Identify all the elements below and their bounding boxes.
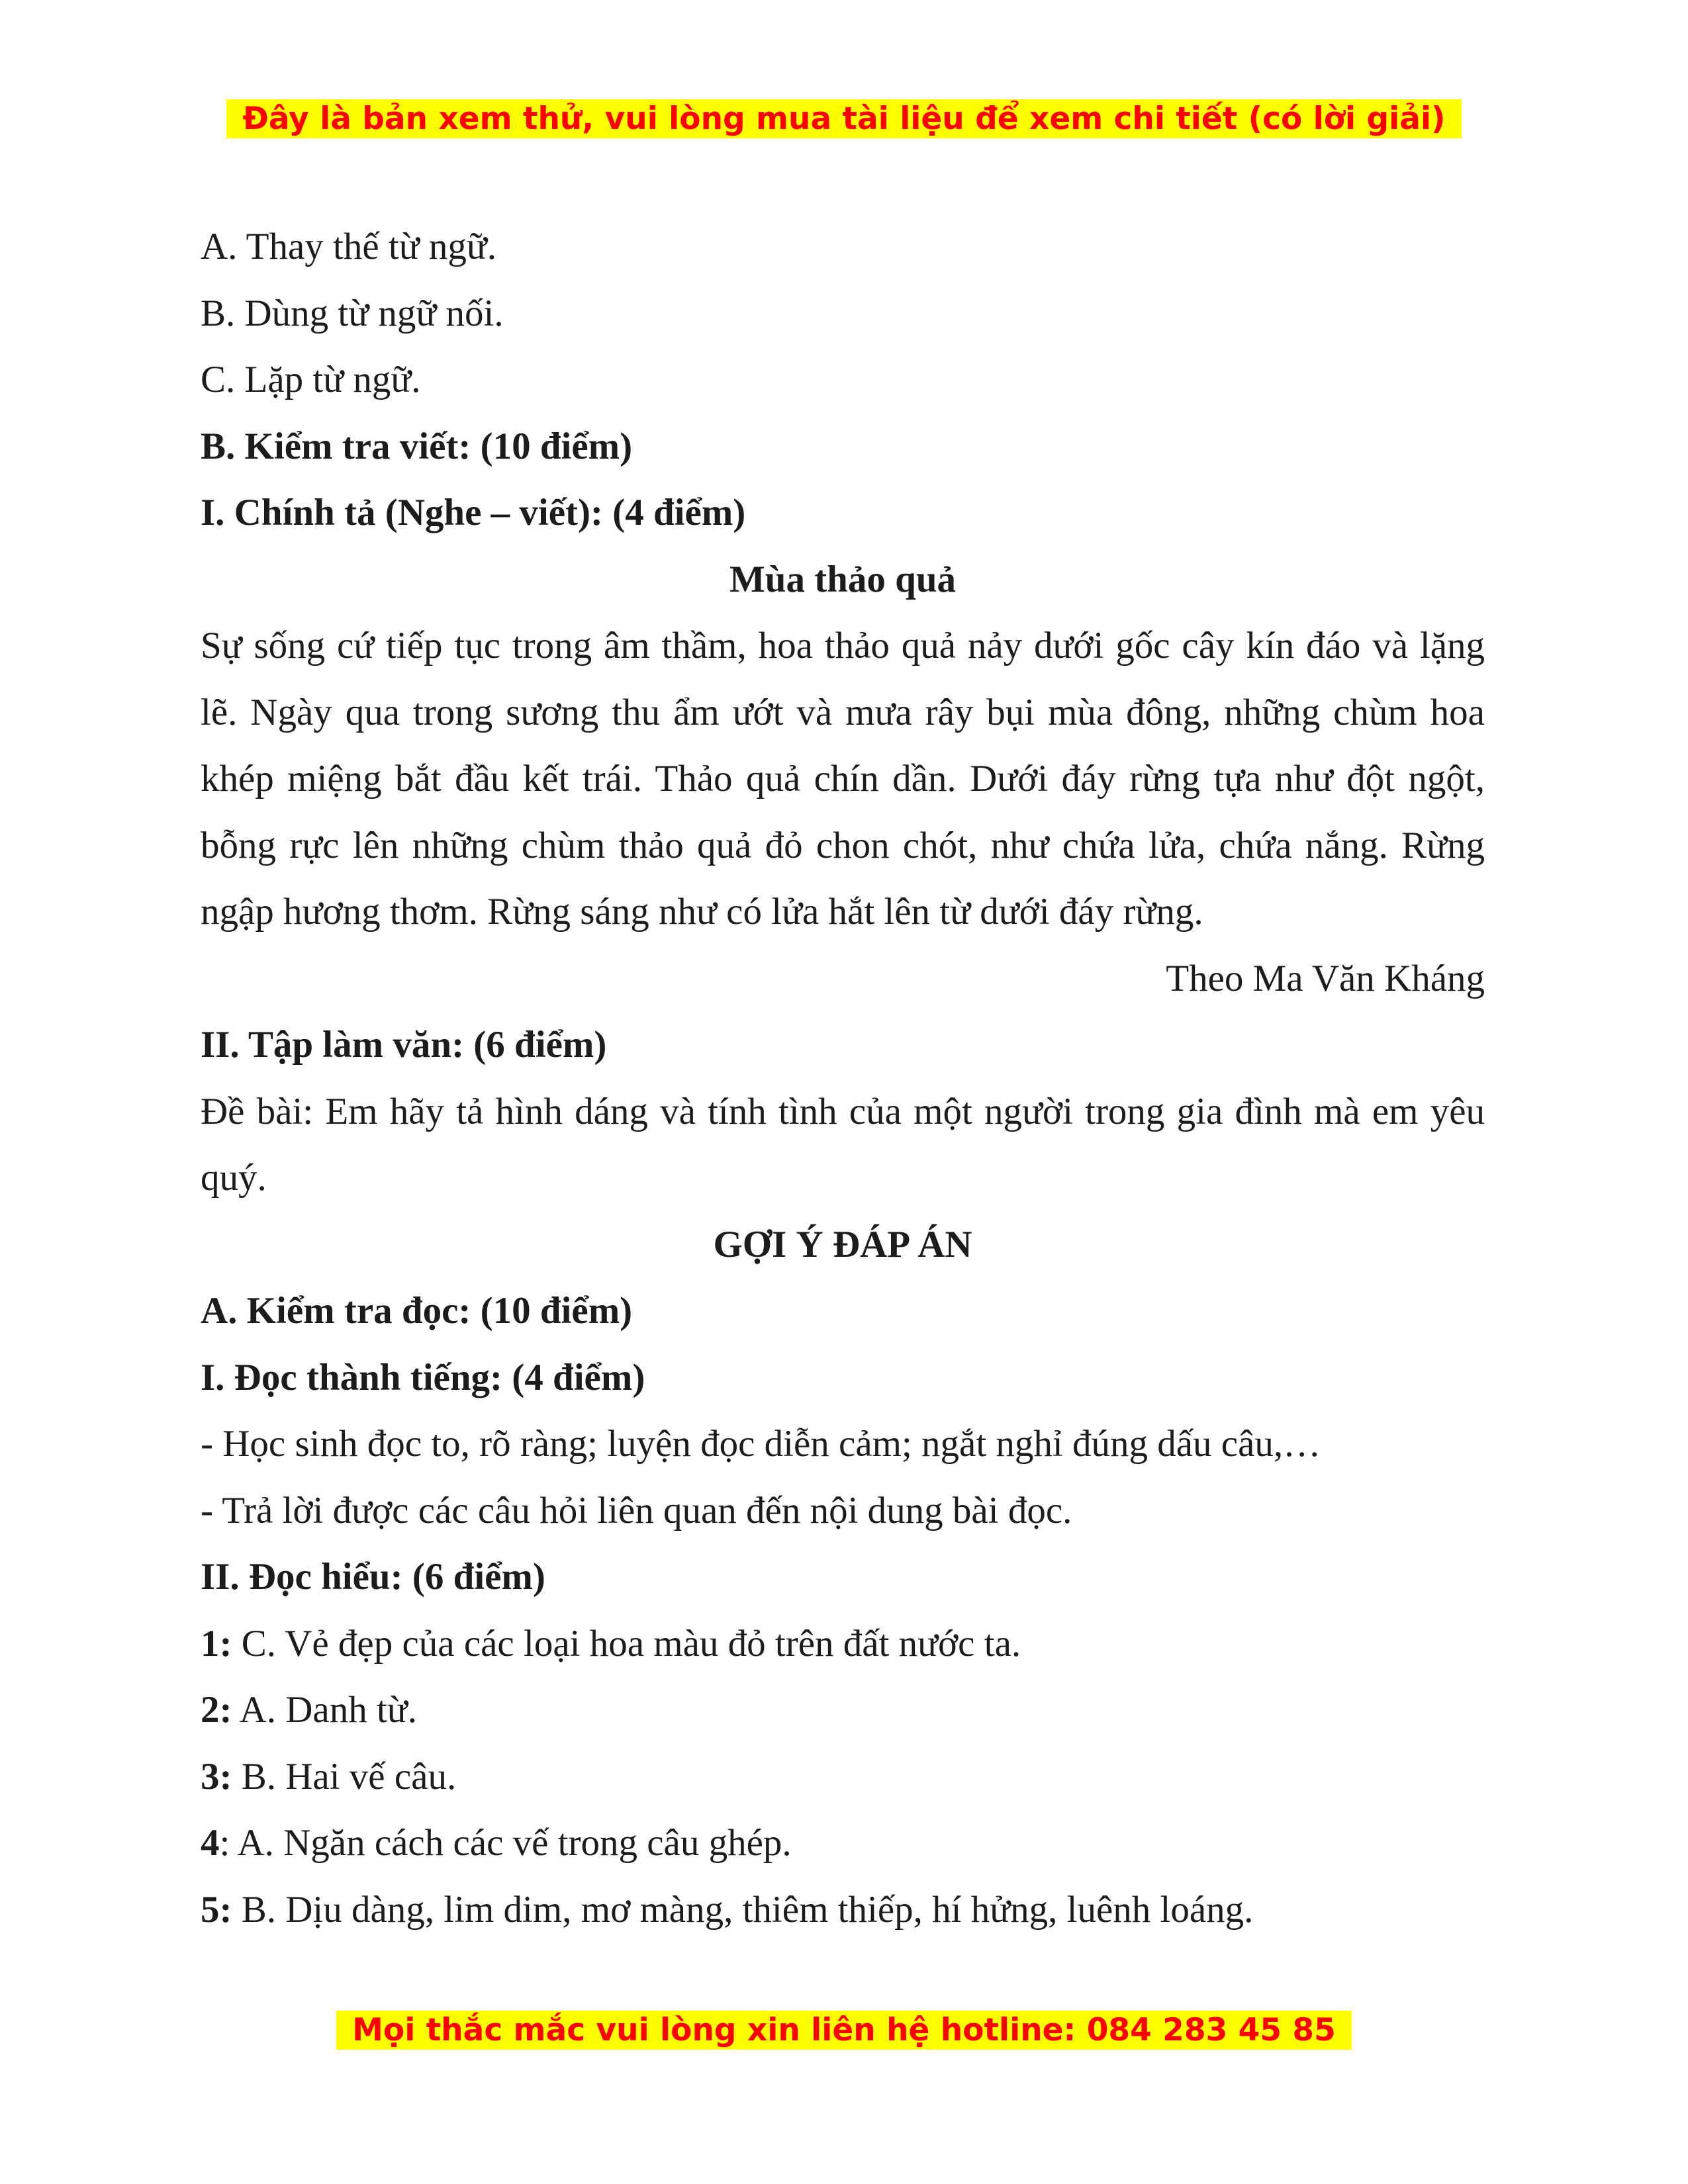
text-line bbox=[201, 1810, 1485, 1877]
hotline-banner bbox=[0, 2011, 1688, 2050]
answer-number: 2: bbox=[201, 1689, 232, 1731]
answer-text: B. Hai vế câu. bbox=[232, 1755, 457, 1797]
text-line: Mùa thảo quả bbox=[729, 558, 957, 600]
text-line: B. Dùng từ ngữ nối. bbox=[201, 292, 504, 334]
text-line bbox=[201, 1677, 1485, 1744]
answer-number: 1: bbox=[201, 1622, 232, 1664]
answer-number: 3: bbox=[201, 1755, 232, 1797]
answer-text: : A. Ngăn cách các vế trong câu ghép. bbox=[219, 1822, 792, 1864]
answer-text: C. Vẻ đẹp của các loại hoa màu đỏ trên đất nước ta. bbox=[232, 1622, 1021, 1664]
text-line: ngập hương thơm. Rừng sáng như có lửa hắt lên từ dưới đáy rừng. bbox=[201, 891, 1203, 933]
text-line: II. Tập làm văn: (6 điểm) bbox=[201, 1024, 607, 1066]
text-line: I. Chính tả (Nghe – viết): (4 điểm) bbox=[201, 492, 746, 533]
answer-number: 4 bbox=[201, 1822, 220, 1864]
answer-text: B. Dịu dàng, lim dim, mơ màng, thiêm thiếp, hí hửng, luênh loáng. bbox=[232, 1888, 1254, 1931]
text-line: khép miệng bắt đầu kết trái. Thảo quả chín dần. Dưới đáy rừng tựa như đột ngột, bbox=[201, 758, 1485, 799]
text-line: II. Đọc hiểu: (6 điểm) bbox=[201, 1556, 545, 1598]
answer-text: A. Danh từ. bbox=[232, 1689, 417, 1731]
text-line: I. Đọc thành tiếng: (4 điểm) bbox=[201, 1356, 645, 1398]
text-line bbox=[201, 1611, 1485, 1678]
text-line bbox=[201, 1877, 1485, 1944]
text-line: bỗng rực lên những chùm thảo quả đỏ chon chót, như chứa lửa, chứa nắng. Rừng bbox=[201, 824, 1485, 866]
answer-number: 5: bbox=[201, 1888, 232, 1931]
text-line: - Học sinh đọc to, rõ ràng; luyện đọc diễn cảm; ngắt nghỉ đúng dấu câu,… bbox=[201, 1423, 1321, 1465]
text-line: - Trả lời được các câu hỏi liên quan đến nội dung bài đọc. bbox=[201, 1489, 1072, 1531]
text-line: Theo Ma Văn Kháng bbox=[1166, 957, 1485, 999]
document-body bbox=[201, 214, 1485, 1943]
text-line: C. Lặp từ ngữ. bbox=[201, 359, 421, 400]
text-line: quý. bbox=[201, 1157, 267, 1199]
text-line: Sự sống cứ tiếp tục trong âm thầm, hoa thảo quả nảy dưới gốc cây kín đáo và lặng bbox=[201, 625, 1485, 666]
text-line: A. Thay thế từ ngữ. bbox=[201, 226, 497, 267]
text-line: Đề bài: Em hãy tả hình dáng và tính tình của một người trong gia đình mà em yêu bbox=[201, 1090, 1485, 1132]
preview-warning-banner bbox=[0, 99, 1688, 138]
text-line: GỢI Ý ĐÁP ÁN bbox=[713, 1223, 972, 1265]
hotline-text: Mọi thắc mắc vui lòng xin liên hệ hotline: 084 283 45 85 bbox=[336, 2011, 1352, 2050]
preview-warning-text: Đây là bản xem thử, vui lòng mua tài liệu để xem chi tiết (có lời giải) bbox=[226, 99, 1461, 138]
text-line: B. Kiểm tra viết: (10 điểm) bbox=[201, 425, 633, 467]
text-line: A. Kiểm tra đọc: (10 điểm) bbox=[201, 1290, 633, 1332]
text-line bbox=[201, 1744, 1485, 1811]
text-line: lẽ. Ngày qua trong sương thu ẩm ướt và mưa rây bụi mùa đông, những chùm hoa bbox=[201, 691, 1485, 733]
